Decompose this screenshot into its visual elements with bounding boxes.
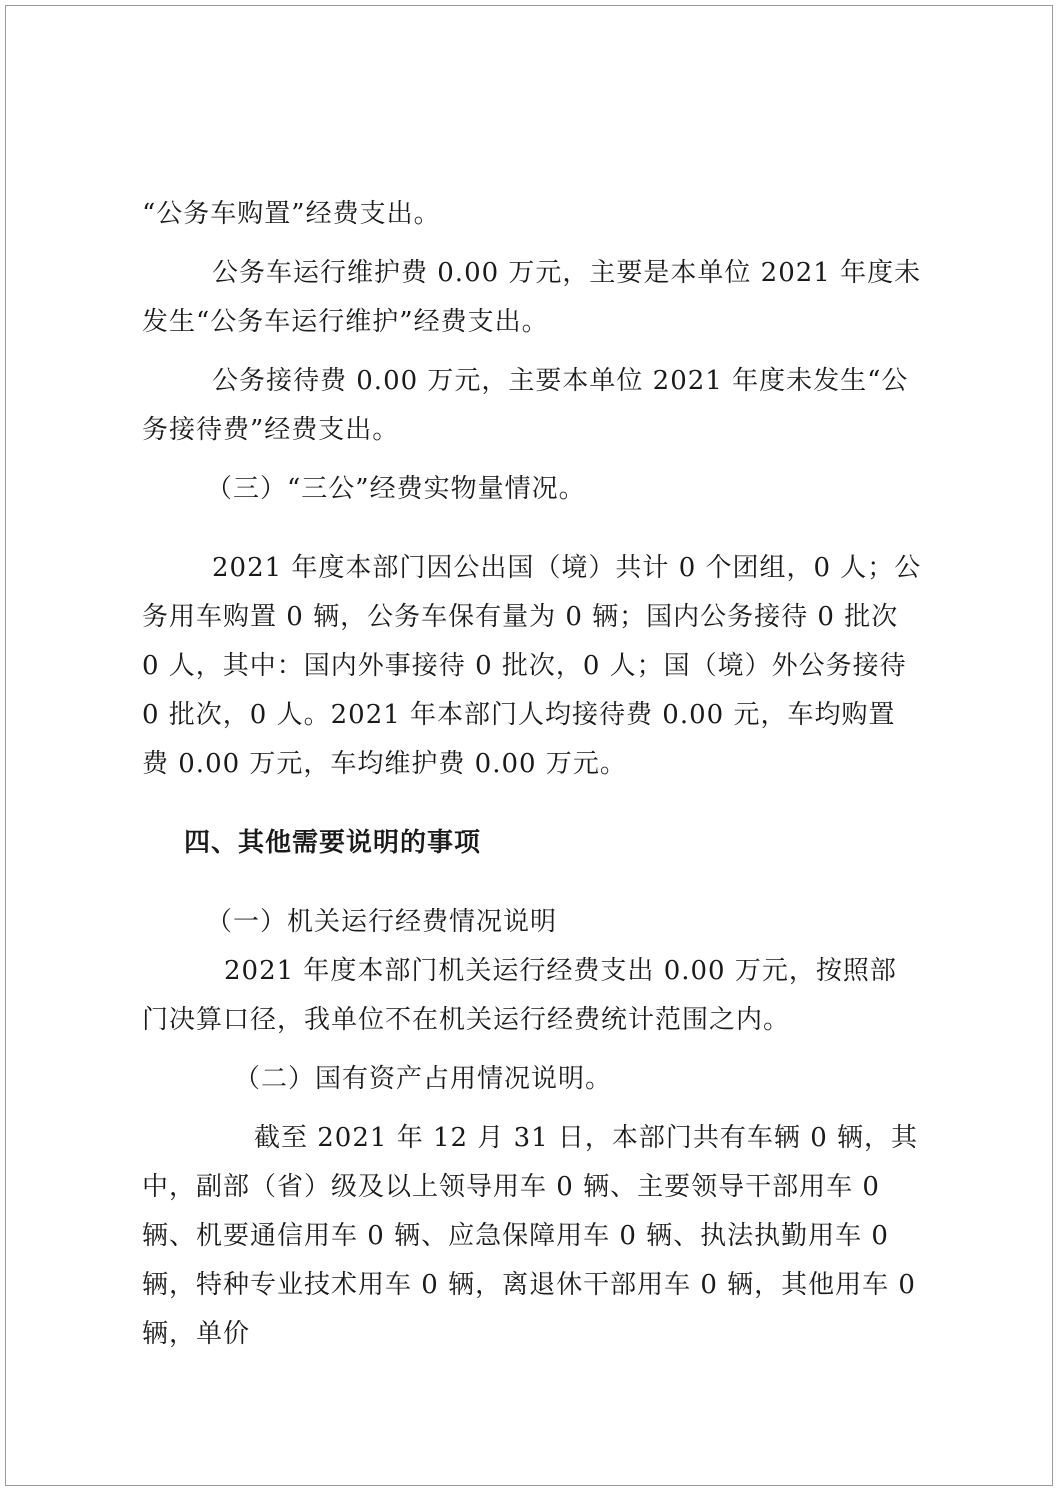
subheading-state-assets: （二）国有资产占用情况说明。 xyxy=(234,1064,613,1094)
paragraph-state-assets: 截至 2021 年 12 月 31 日，本部门共有车辆 0 辆，其中，副部（省）级及以上领导用车 0 辆、主要领导干部用车 0 辆、机要通信用车 0 辆、应急保障用车 0 辆、执法执勤用车 0 辆，特种专业技术用车 0 辆，离退休干部用车 0 辆，其他用车 0 辆，单价 xyxy=(142,1123,918,1349)
document-body xyxy=(142,190,922,1359)
subheading-three-public-physical: （三）“三公”经费实物量情况。 xyxy=(206,474,586,504)
paragraph-reception-fee: 公务接待费 0.00 万元，主要本单位 2021 年度未发生“公务接待费”经费支出。 xyxy=(142,366,909,445)
paragraph-vehicle-maintenance: 公务车运行维护费 0.00 万元，主要是本单位 2021 年度未发生“公务车运行维护”经费支出。 xyxy=(142,258,922,337)
paragraph-vehicle-purchase-tail: “公务车购置”经费支出。 xyxy=(142,199,441,229)
paragraph-operating-expenses: 2021 年度本部门机关运行经费支出 0.00 万元，按照部门决算口径，我单位不在机关运行经费统计范围之内。 xyxy=(142,956,897,1035)
section-heading-other-matters: 四、其他需要说明的事项 xyxy=(184,828,482,858)
paragraph-physical-quantity: 2021 年度本部门因公出国（境）共计 0 个团组，0 人；公务用车购置 0 辆，公务车保有量为 0 辆；国内公务接待 0 批次 0 人，其中：国内外事接待 0 批次，0 人；国（境）外公务接待 0 批次，0 人。2021 年本部门人均接待费 0.00 元，车均购置费 0.00 万元，车均维护费 0.00 万元。 xyxy=(142,553,922,779)
subheading-operating-expenses: （一）机关运行经费情况说明 xyxy=(206,907,558,937)
